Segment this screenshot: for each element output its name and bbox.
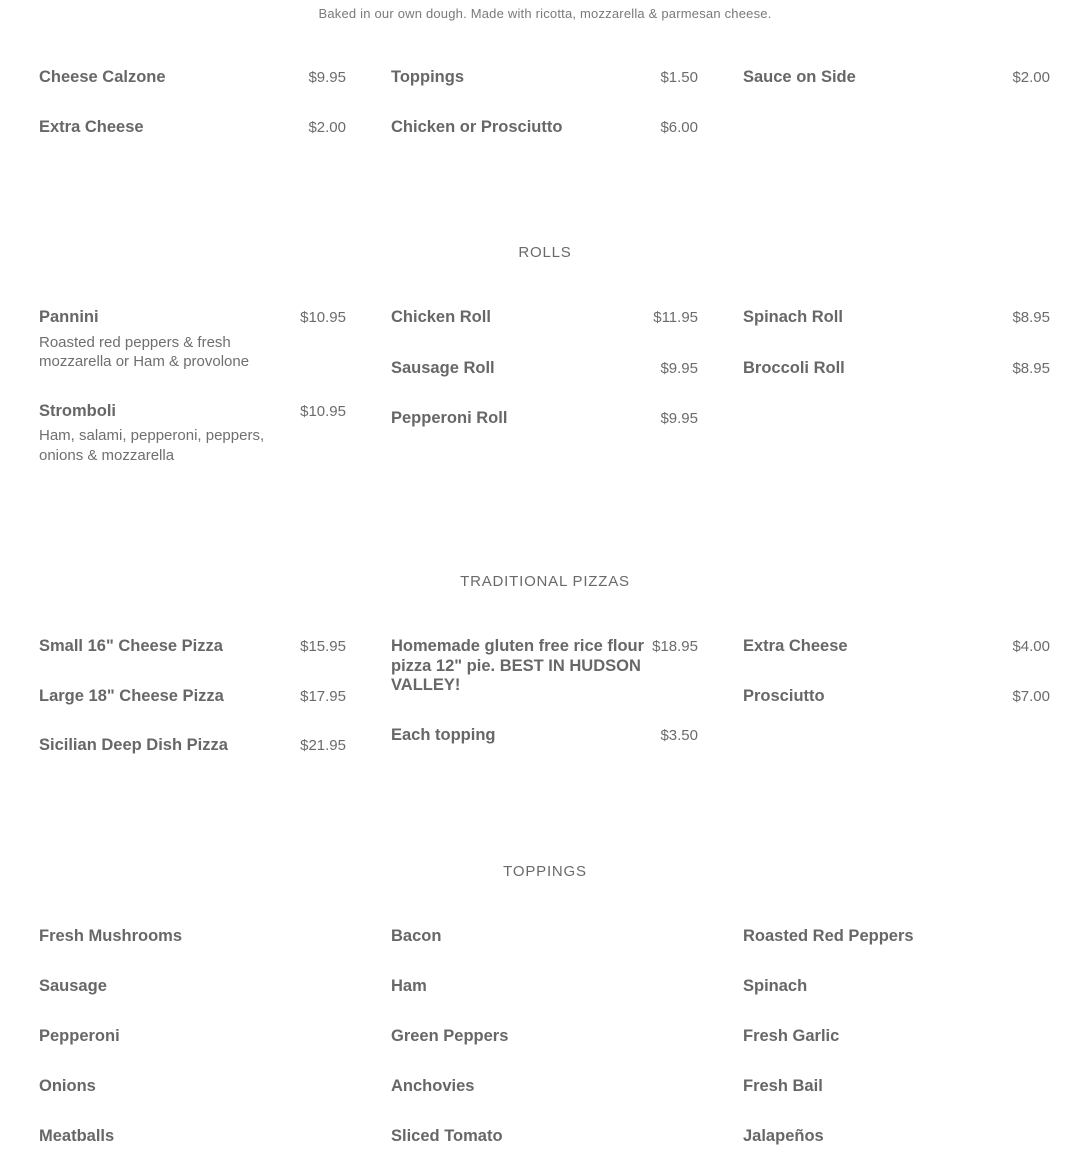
menu-item	[39, 687, 346, 707]
topping-item	[391, 1127, 698, 1147]
item-name: Stromboli	[39, 401, 116, 420]
item-price: $11.95	[653, 309, 698, 326]
item-name: Homemade gluten free rice flour pizza 12" pie. BEST IN HUDSON VALLEY!	[391, 637, 645, 694]
menu-item	[743, 637, 1050, 657]
menu-column	[391, 637, 698, 745]
topping-item	[743, 927, 1050, 947]
item-price: $18.95	[652, 638, 698, 655]
item-price: $2.00	[308, 118, 346, 136]
item-name: Fresh Bail	[743, 1077, 823, 1095]
item-name: Meatballs	[39, 1127, 115, 1145]
topping-item	[391, 1027, 698, 1047]
item-price: $9.95	[308, 69, 346, 86]
item-price: $6.00	[660, 118, 698, 136]
item-name: Chicken Roll	[391, 308, 491, 326]
menu-column	[391, 68, 698, 137]
item-name: Green Peppers	[391, 1027, 509, 1045]
item-price: $8.95	[1012, 309, 1050, 326]
item-price: $4.00	[1012, 638, 1050, 655]
item-name: Bacon	[391, 927, 442, 945]
menu-column	[39, 927, 346, 1147]
item-name: Each topping	[391, 725, 496, 744]
menu-item	[39, 68, 346, 88]
item-price: $3.50	[660, 726, 698, 744]
menu-item	[743, 687, 1050, 707]
item-name: Sliced Tomato	[391, 1127, 503, 1145]
menu-item	[743, 308, 1050, 328]
menu-item	[39, 402, 346, 466]
menu-item	[39, 637, 346, 657]
item-name: Extra Cheese	[743, 637, 848, 655]
item-name: Pepperoni	[39, 1027, 120, 1045]
item-name: Cheese Calzone	[39, 68, 166, 86]
topping-item	[743, 1027, 1050, 1047]
item-name: Spinach Roll	[743, 308, 843, 326]
menu-column	[39, 68, 346, 137]
item-name: Onions	[39, 1077, 96, 1095]
item-name: Fresh Garlic	[743, 1027, 840, 1045]
topping-item	[39, 1077, 346, 1097]
menu-item	[743, 359, 1050, 379]
item-price: $21.95	[300, 737, 346, 754]
item-name: Extra Cheese	[39, 117, 144, 136]
item-name: Spinach	[743, 977, 808, 995]
item-name: Chicken or Prosciutto	[391, 117, 563, 136]
item-name: Broccoli Roll	[743, 358, 845, 377]
menu-item	[391, 359, 698, 379]
menu-column	[743, 308, 1050, 378]
menu-item	[391, 118, 698, 138]
menu-column	[39, 637, 346, 756]
menu-column	[391, 927, 698, 1147]
topping-item	[391, 977, 698, 997]
topping-item	[39, 1127, 346, 1147]
item-name: Jalapeños	[743, 1127, 824, 1145]
item-name: Small 16" Cheese Pizza	[39, 637, 223, 655]
item-price: $2.00	[1012, 69, 1050, 86]
topping-item	[39, 1027, 346, 1047]
item-price: $8.95	[1012, 359, 1050, 377]
menu-column	[743, 927, 1050, 1147]
item-name: Sicilian Deep Dish Pizza	[39, 736, 228, 754]
item-name: Large 18" Cheese Pizza	[39, 686, 224, 705]
menu-item	[743, 68, 1050, 88]
menu-item	[391, 637, 698, 696]
item-name: Fresh Mushrooms	[39, 927, 183, 945]
item-name: Pepperoni Roll	[391, 409, 508, 427]
menu-item	[391, 68, 698, 88]
item-name: Sausage	[39, 977, 107, 995]
item-price: $17.95	[300, 687, 346, 705]
calzone-subtitle: Baked in our own dough. Made with ricotta, mozzarella & parmesan cheese.	[318, 6, 772, 21]
menu-item	[391, 409, 698, 429]
item-price: $7.00	[1012, 687, 1050, 705]
menu-column	[391, 308, 698, 429]
item-price: $9.95	[660, 359, 698, 377]
item-name: Toppings	[391, 68, 465, 86]
topping-item	[391, 1077, 698, 1097]
item-name: Anchovies	[391, 1077, 475, 1095]
menu-item	[391, 726, 698, 746]
item-price: $1.50	[660, 69, 698, 86]
item-name: Ham	[391, 977, 427, 995]
item-name: Prosciutto	[743, 686, 825, 705]
menu-column	[39, 308, 346, 465]
topping-item	[39, 927, 346, 947]
menu-column	[743, 637, 1050, 706]
menu-item	[391, 308, 698, 328]
topping-item	[743, 1127, 1050, 1147]
menu-item	[39, 736, 346, 756]
topping-item	[391, 927, 698, 947]
topping-item	[743, 1077, 1050, 1097]
section-title-rolls: ROLLS	[518, 244, 572, 261]
item-name: Sauce on Side	[743, 68, 856, 86]
section-title-toppings: TOPPINGS	[503, 863, 587, 880]
item-description: Ham, salami, pepperoni, peppers, onions & mozzarella	[39, 427, 265, 464]
menu-item	[39, 308, 346, 372]
item-price: $9.95	[660, 410, 698, 427]
section-title-pizzas: TRADITIONAL PIZZAS	[460, 573, 630, 590]
menu-column	[743, 68, 1050, 88]
item-price: $10.95	[300, 402, 346, 420]
topping-item	[39, 977, 346, 997]
item-price: $10.95	[300, 309, 346, 326]
topping-item	[743, 977, 1050, 997]
menu-item	[39, 118, 346, 138]
item-price: $15.95	[300, 638, 346, 655]
item-name: Pannini	[39, 308, 99, 326]
item-description: Roasted red peppers & fresh mozzarella or Ham & provolone	[39, 333, 250, 370]
item-name: Sausage Roll	[391, 358, 495, 377]
item-name: Roasted Red Peppers	[743, 927, 914, 945]
